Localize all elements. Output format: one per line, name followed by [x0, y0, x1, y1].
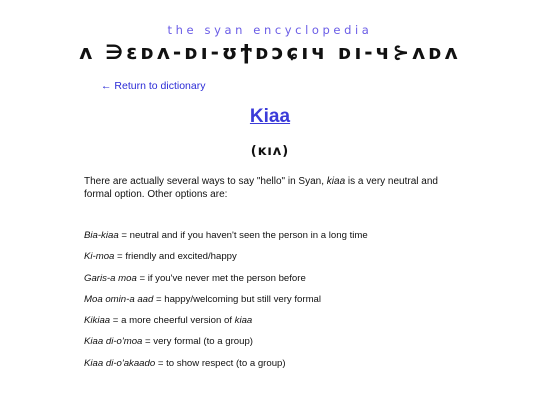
option-definition: = to show respect (to a group)	[155, 357, 286, 369]
greeting-option	[84, 272, 504, 293]
greeting-options-list	[84, 229, 504, 378]
intro-text-after: is a very neutral and formal option. Other options are:	[84, 176, 438, 200]
option-definition: = neutral and if you haven't seen the person in a long time	[118, 230, 368, 241]
option-term: Ki-moa	[84, 251, 115, 263]
option-definition: = friendly and excited/happy	[114, 251, 237, 263]
option-definition: = if you've never met the person before	[136, 272, 306, 284]
option-term: Kiaa di-o'moa	[84, 336, 143, 348]
option-term: Garis-a moa	[84, 272, 137, 284]
greeting-option	[84, 357, 504, 378]
option-definition: = happy/welcoming but still very formal	[153, 293, 322, 305]
greeting-option	[84, 335, 504, 356]
option-term: Moa omin-a aad	[84, 293, 154, 305]
entry-title[interactable]: Kiaa	[249, 106, 291, 127]
option-term-secondary: kiaa	[234, 315, 253, 327]
entry-script-form: (ĸıʌ)	[250, 144, 290, 159]
greeting-option	[84, 293, 504, 314]
site-script-title: ʌ ∋ɛᴅʌ-ᴅı-ʊϯᴅɔɕıч ᴅı-ч⊱ʌᴅʌ	[79, 40, 461, 64]
site-tagline: the syan encyclopedia	[167, 23, 373, 37]
intro-text-before: There are actually several ways to say "hello" in Syan,	[84, 176, 327, 187]
greeting-option	[84, 314, 504, 335]
return-to-dictionary-link[interactable]: ← Return to dictionary	[101, 80, 206, 92]
option-definition: = very formal (to a group)	[142, 336, 253, 348]
entry-intro	[84, 175, 454, 201]
option-definition: = a more cheerful version of	[110, 315, 235, 327]
option-term: Kiaa di-o'akaado	[84, 357, 156, 369]
intro-term: kiaa	[326, 176, 346, 187]
option-term: Bia-kiaa	[84, 230, 119, 241]
greeting-option	[84, 229, 504, 250]
greeting-option	[84, 250, 504, 271]
option-term: Kikiaa	[84, 315, 111, 327]
